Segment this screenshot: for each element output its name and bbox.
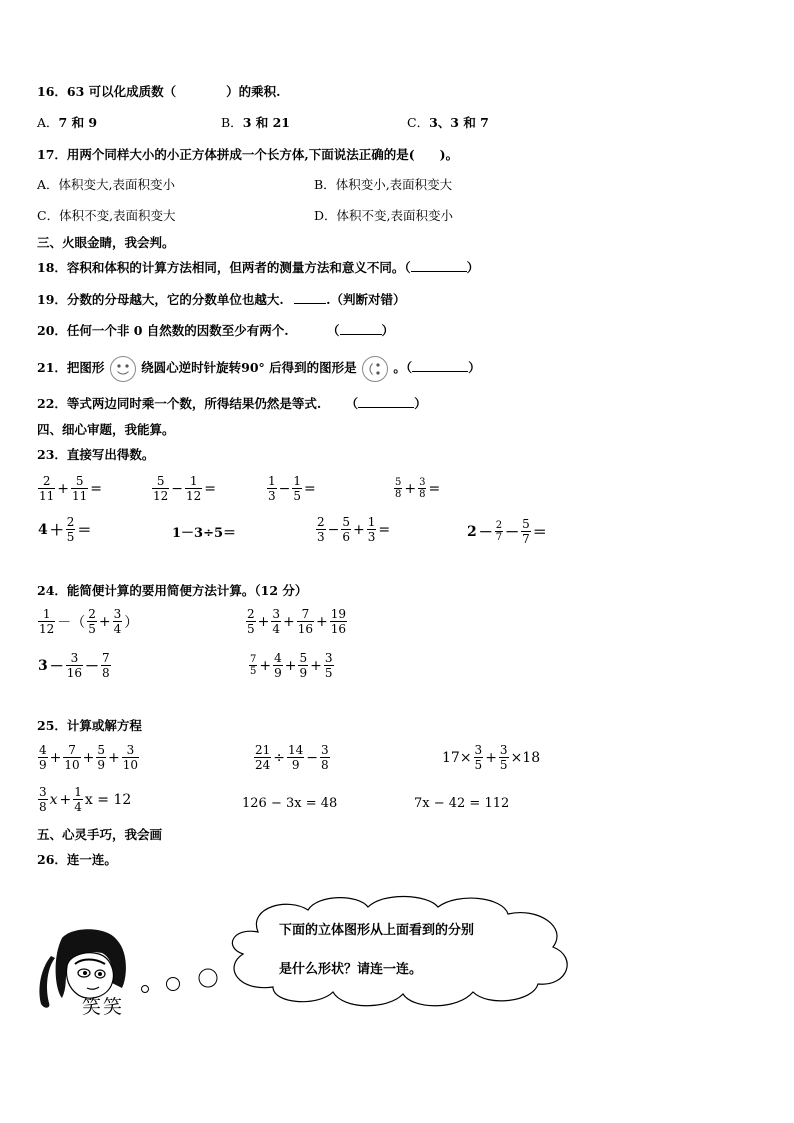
q16-option-c[interactable]: C．3、3 和 7 (407, 115, 489, 130)
thought-cloud (218, 892, 588, 1012)
section-4-heading: 四、细心审题，我能算。 (37, 422, 175, 437)
q24-expr-4: $\frac{7}{5}$ + $\frac{4}{9}$ + $\frac{5}{9}$ + $\frac{3}{5}$ (250, 651, 333, 680)
q21-answer-blank[interactable] (412, 360, 468, 372)
q25-equation-2: 126 − 3x = 48 (242, 796, 338, 811)
q17-option-c[interactable]: C．体积不变,表面积变大 (37, 208, 176, 223)
q24-expr-1: $\frac{1}{12}$ －（ $\frac{2}{5}$ + $\frac{3}{4}$ ） (39, 607, 139, 636)
q18-answer-blank[interactable] (411, 260, 467, 272)
q22-stem: 22．等式两边同时乘一个数，所得结果仍然是等式. （ ） (37, 396, 427, 411)
q17-stem: 17．用两个同样大小的小正方体拼成一个长方体,下面说法正确的是( )。 (37, 147, 459, 162)
q25-expr-1: $\frac{4}{9}$ + $\frac{7}{10}$ + $\frac{5}{9}$ + $\frac{3}{10}$ (39, 743, 139, 772)
q23-expr-6: 1－3÷5＝ (172, 526, 237, 541)
q23-expr-8: 2 － $\frac{2}{7}$ － $\frac{5}{7}$ ＝ (467, 517, 547, 546)
bubble-text-line-1: 下面的立体图形从上面看到的分别 (279, 923, 475, 938)
q23-expr-4: $\frac{5}{8}$ + $\frac{3}{8}$ = (395, 477, 441, 500)
q18-stem: 18．容积和体积的计算方法相同，但两者的测量方法和意义不同。（ ） (37, 260, 480, 275)
q25-equation-1: $\frac{3}{8}$ x + $\frac{1}{4}$ x = 12 (39, 785, 132, 814)
q26-stem: 26．连一连。 (37, 852, 117, 867)
q25-stem: 25．计算或解方程 (37, 718, 142, 733)
thought-dots (135, 963, 225, 1003)
q19-stem: 19．分数的分母越大，它的分数单位也越大. .（判断对错） (37, 292, 406, 307)
q23-expr-2: $\frac{5}{12}$ − $\frac{1}{12}$ = (153, 474, 217, 503)
section-5-heading: 五、心灵手巧，我会画 (37, 827, 163, 842)
q20-stem: 20．任何一个非 0 自然数的因数至少有两个. （ ） (37, 323, 395, 338)
q16-option-a[interactable]: A．7 和 9 (37, 115, 98, 130)
q16-stem: 16．63 可以化成质数（ ）的乘积. (37, 84, 281, 99)
q25-expr-3: 17× $\frac{3}{5}$ + $\frac{3}{5}$ ×18 (442, 743, 541, 772)
q19-answer-blank[interactable] (294, 292, 326, 304)
rotated-smiley-icon (361, 355, 389, 383)
q23-stem: 23．直接写出得数。 (37, 447, 155, 462)
section-3-heading: 三、火眼金睛，我会判。 (37, 235, 175, 250)
bubble-text-line-2: 是什么形状？请连一连。 (279, 962, 423, 977)
q25-equation-3: 7x − 42 = 112 (414, 796, 510, 811)
q23-expr-7: $\frac{2}{3}$ − $\frac{5}{6}$ + $\frac{1}{3}$ = (317, 515, 391, 544)
q17-option-d[interactable]: D．体积不变,表面积变小 (314, 208, 454, 223)
q23-expr-1: $\frac{2}{11}$ + $\frac{5}{11}$ = (39, 474, 103, 503)
q22-answer-blank[interactable] (358, 396, 414, 408)
q25-expr-2: $\frac{21}{24}$ ÷ $\frac{14}{9}$ − $\frac{3}{8}$ (255, 743, 329, 772)
character-name-label: 笑笑 (82, 996, 125, 1018)
q23-expr-3: $\frac{1}{3}$ − $\frac{1}{5}$ = (268, 474, 316, 503)
q23-expr-5: 4 ＋ $\frac{2}{5}$ ＝ (38, 515, 92, 544)
q24-stem: 24．能简便计算的要用简便方法计算。（12 分） (37, 583, 308, 598)
smiley-face-icon (109, 355, 137, 383)
q21-stem: 21．把图形 绕圆心逆时针旋转90° 后得到的图形是 。（ ） (37, 360, 481, 376)
q24-expr-3: 3 － $\frac{3}{16}$ － $\frac{7}{8}$ (38, 651, 110, 680)
q17-option-a[interactable]: A．体积变大,表面积变小 (37, 177, 176, 192)
q17-option-b[interactable]: B．体积变小,表面积变大 (314, 177, 453, 192)
q20-answer-blank[interactable] (340, 323, 382, 335)
q16-option-b[interactable]: B．3 和 21 (221, 115, 290, 130)
q24-expr-2: $\frac{2}{5}$ + $\frac{3}{4}$ + $\frac{7}{16}$ + $\frac{19}{16}$ (247, 607, 347, 636)
